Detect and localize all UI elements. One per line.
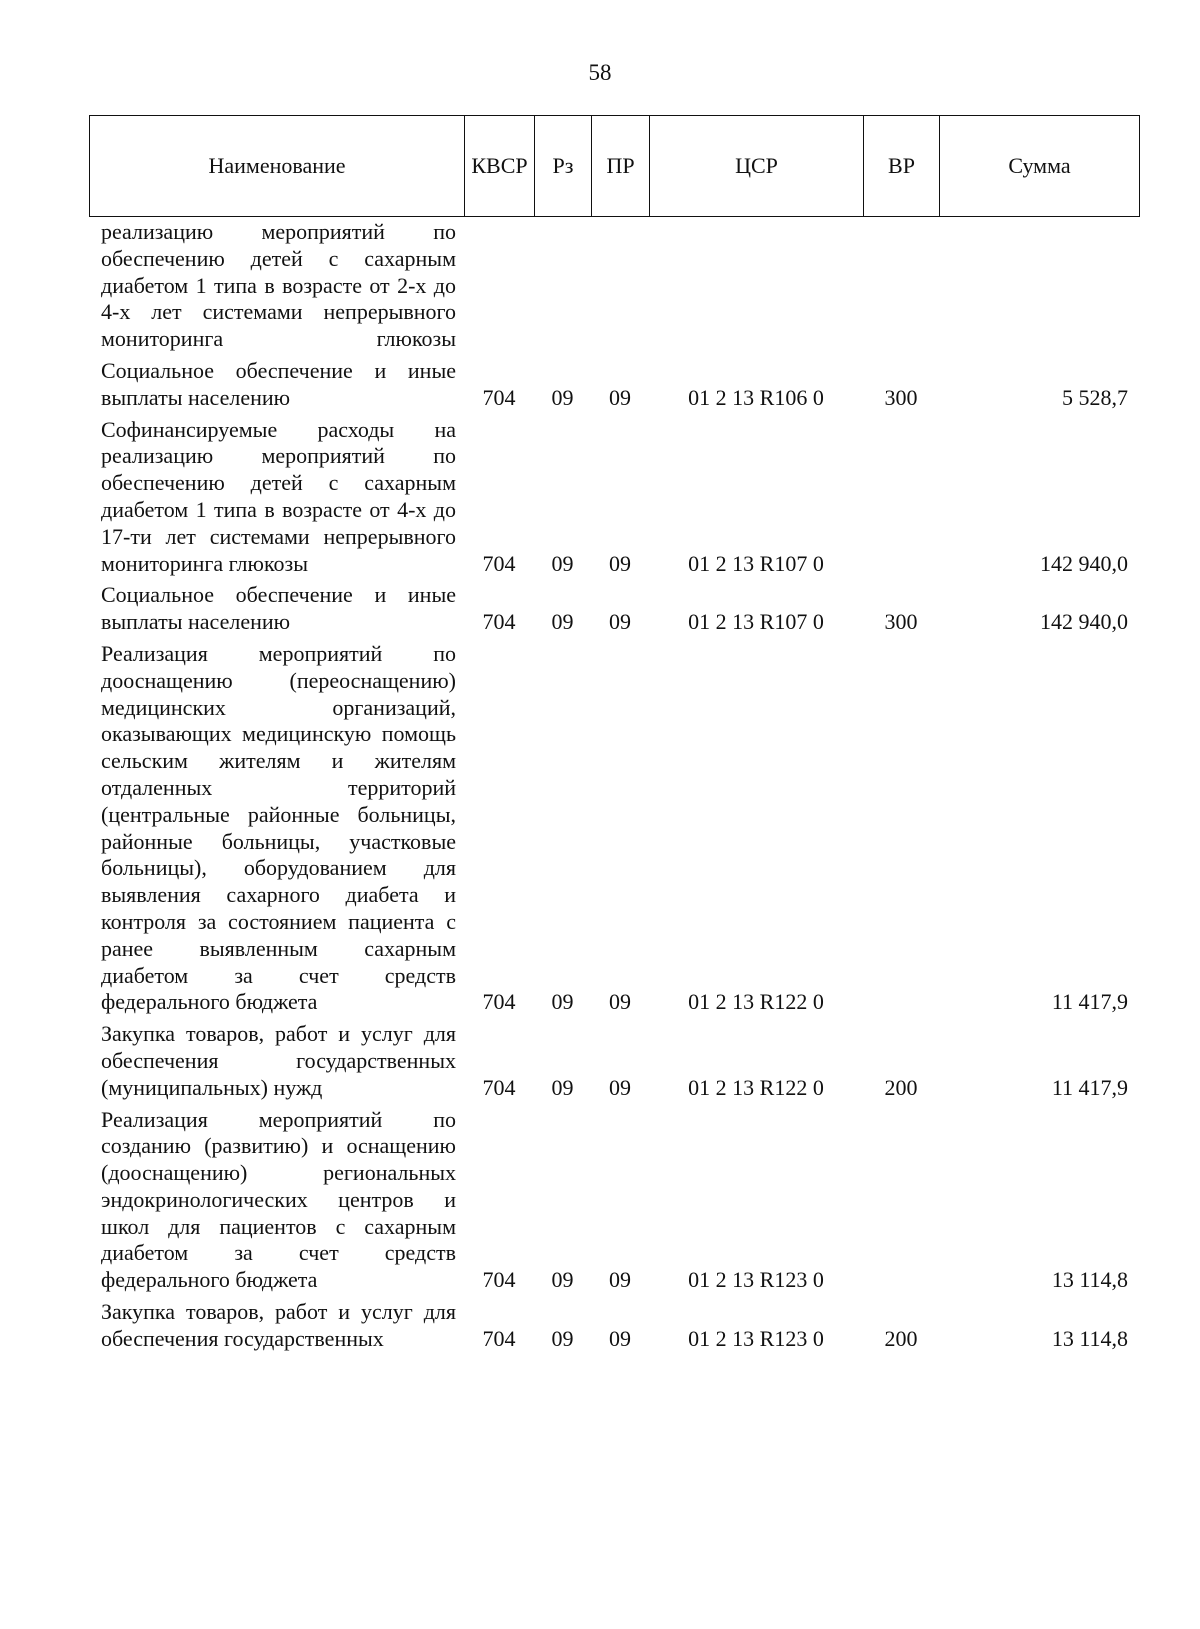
- row-rz: 09: [551, 989, 574, 1015]
- row-name: реализацию мероприятий по обеспечению детей с сахарным диабетом 1 типа в возрасте от 2-х до 4-х лет системами непрерывного мониторинга глюкозы: [101, 219, 456, 352]
- header-vr: ВР: [864, 116, 940, 216]
- row-csr: 01 2 13 R123 0: [688, 1325, 824, 1351]
- row-sum: 142 940,0: [1040, 609, 1128, 635]
- row-name: Социальное обеспечение и иные выплаты населению: [101, 582, 456, 635]
- row-csr: 01 2 13 R122 0: [688, 1074, 824, 1100]
- row-sum: 142 940,0: [1040, 550, 1128, 576]
- row-vr: 200: [884, 1325, 918, 1351]
- row-name: Софинансируемые расходы на реализацию мероприятий по обеспечению детей с сахарным диабетом 1 типа в возрасте от 4-х до 17-ти лет системами непрерывного мониторинга глюкозы: [101, 416, 456, 576]
- row-name: Закупка товаров, работ и услуг для обеспечения государственных (муниципальных) нужд: [101, 1021, 456, 1100]
- row-sum: 13 114,8: [1051, 1267, 1128, 1293]
- header-rz: Рз: [535, 116, 592, 216]
- table-row: [89, 219, 1138, 353]
- row-name: Реализация мероприятий по созданию (развитию) и оснащению (дооснащению) региональных эндокринологических центров и школ для пациентов с сахарным диабетом за счет средств федерального бюджета: [101, 1106, 456, 1293]
- table-header: [89, 115, 1140, 217]
- row-rz: 09: [551, 384, 574, 410]
- row-csr: 01 2 13 R107 0: [688, 550, 824, 576]
- row-vr: 300: [884, 384, 918, 410]
- page-number: 58: [588, 60, 612, 85]
- row-name: Социальное обеспечение и иные выплаты населению: [101, 357, 456, 410]
- row-pr: 09: [609, 989, 631, 1015]
- header-sum: Сумма: [1008, 153, 1071, 178]
- table-body: [89, 219, 1138, 1358]
- table-row: [89, 1107, 1138, 1295]
- row-kvsr: 704: [482, 609, 516, 635]
- row-sum: 11 417,9: [1051, 1074, 1128, 1100]
- row-csr: 01 2 13 R122 0: [688, 989, 824, 1015]
- row-csr: 01 2 13 R107 0: [688, 609, 824, 635]
- row-pr: 09: [609, 384, 631, 410]
- row-sum: 5 528,7: [1062, 384, 1128, 410]
- row-rz: 09: [551, 609, 574, 635]
- row-rz: 09: [551, 1074, 574, 1100]
- row-kvsr: 704: [482, 1074, 516, 1100]
- table-row: [89, 1299, 1138, 1353]
- row-sum: 13 114,8: [1051, 1325, 1128, 1351]
- header-pr: ПР: [592, 116, 650, 216]
- row-vr: 200: [884, 1074, 918, 1100]
- table-row: [89, 641, 1138, 1016]
- row-kvsr: 704: [482, 384, 516, 410]
- row-rz: 09: [551, 1325, 574, 1351]
- row-pr: 09: [609, 609, 631, 635]
- row-vr: 300: [884, 609, 918, 635]
- row-csr: 01 2 13 R123 0: [688, 1267, 824, 1293]
- table-row: [89, 1021, 1138, 1101]
- table-row: [89, 582, 1138, 636]
- row-kvsr: 704: [482, 989, 516, 1015]
- row-pr: 09: [609, 1267, 631, 1293]
- row-pr: 09: [609, 1325, 631, 1351]
- row-kvsr: 704: [482, 550, 516, 576]
- row-name: Закупка товаров, работ и услуг для обеспечения государственных: [101, 1299, 456, 1351]
- row-kvsr: 704: [482, 1325, 516, 1351]
- table-row: [89, 358, 1138, 412]
- row-name: Реализация мероприятий по дооснащению (переоснащению) медицинских организаций, оказывающих медицинскую помощь сельским жителям и жителям отдаленных территорий (центральные районные больницы, районные больницы, участковые больницы), оборудованием для выявления сахарного диабета и контроля за состоянием пациента с ранее выявленным сахарным диабетом за счет средств федерального бюджета: [101, 640, 456, 1015]
- header-csr: ЦСР: [650, 116, 864, 216]
- header-name: Наименование: [90, 116, 465, 216]
- row-sum: 11 417,9: [1051, 989, 1128, 1015]
- table-row: [89, 417, 1138, 578]
- row-kvsr: 704: [482, 1267, 516, 1293]
- row-rz: 09: [551, 1267, 574, 1293]
- row-csr: 01 2 13 R106 0: [688, 384, 824, 410]
- row-pr: 09: [609, 1074, 631, 1100]
- row-pr: 09: [609, 550, 631, 576]
- row-rz: 09: [551, 550, 574, 576]
- header-kvsr: КВСР: [465, 116, 535, 216]
